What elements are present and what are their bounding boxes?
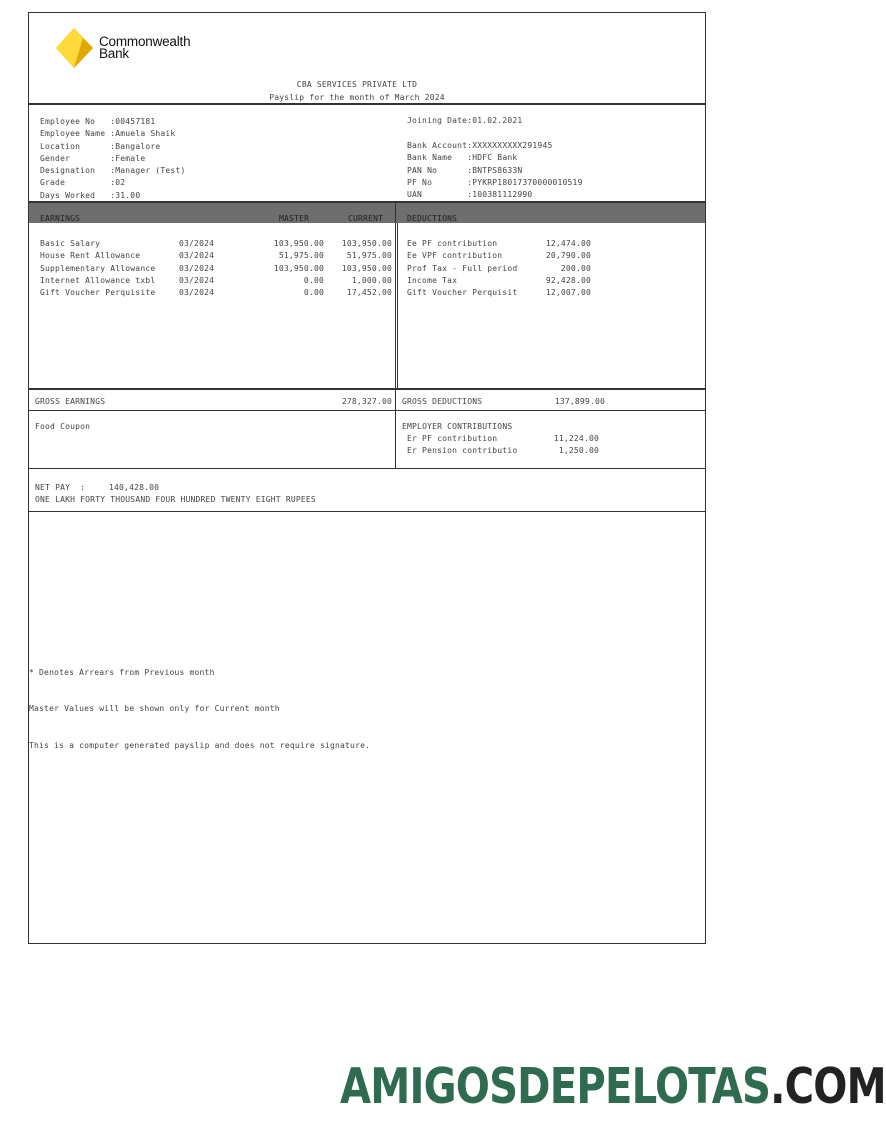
- logo-line-1: Commonwealth: [99, 34, 191, 49]
- earning-current: 103,950.00: [341, 263, 392, 273]
- master-header: MASTER: [279, 214, 310, 223]
- gross-earnings-value: 278,327.00: [341, 397, 392, 406]
- employee-detail-row: [40, 165, 185, 177]
- detail-value: :Bangalore: [110, 141, 161, 151]
- detail-value: :HDFC Bank: [467, 153, 518, 163]
- detail-label: PF No: [407, 177, 468, 187]
- note-arrears: * Denotes Arrears from Previous month: [29, 667, 215, 677]
- gross-earnings-label: GROSS EARNINGS: [35, 397, 106, 406]
- detail-label: Employee Name: [40, 129, 111, 139]
- detail-label: Bank Account: [407, 141, 468, 150]
- detail-value: :Female: [110, 153, 146, 163]
- divider: [29, 468, 705, 469]
- deductions-row: [407, 239, 597, 251]
- detail-label: Location: [40, 141, 111, 151]
- detail-value: :31.00: [110, 190, 141, 200]
- earnings-row: [40, 251, 396, 263]
- employee-detail-row: [40, 128, 185, 140]
- divider: [29, 410, 705, 411]
- payslip-sheet: [28, 12, 706, 944]
- detail-value: :BNTPS8633N: [467, 165, 523, 175]
- bank-detail-row: [407, 189, 583, 201]
- divider: [395, 203, 396, 223]
- deductions-row: [407, 276, 597, 288]
- detail-label: UAN: [407, 190, 468, 200]
- deduction-amount: 92,428.00: [545, 275, 591, 285]
- net-pay-label: NET PAY :: [35, 483, 86, 492]
- gross-deductions-value: 137,899.00: [554, 397, 605, 406]
- earning-period: 03/2024: [179, 251, 215, 261]
- detail-label: Days Worked: [40, 190, 111, 200]
- earning-current: 103,950.00: [341, 239, 392, 248]
- earning-current: 51,975.00: [346, 251, 392, 261]
- detail-value: :Amuela Shaik: [110, 129, 176, 139]
- detail-value: :02: [110, 178, 126, 188]
- employee-detail-row: [40, 177, 185, 189]
- earning-name: Internet Allowance txbl: [40, 275, 156, 285]
- deduction-name: Gift Voucher Perquisit: [407, 288, 518, 298]
- deduction-name: Ee VPF contribution: [407, 251, 503, 261]
- employee-detail-row: [40, 141, 185, 153]
- divider: [29, 511, 705, 512]
- earning-master: 0.00: [303, 275, 324, 285]
- gross-deductions-label: GROSS DEDUCTIONS: [402, 397, 483, 406]
- deductions-row: [407, 288, 597, 300]
- joining-date: Joining Date:01.02.2021: [407, 116, 523, 125]
- detail-label: Grade: [40, 178, 111, 188]
- earning-master: 103,950.00: [273, 239, 324, 248]
- divider: [29, 103, 705, 105]
- earning-period: 03/2024: [179, 275, 215, 285]
- watermark-name: AMIGOSDEPELOTAS: [340, 1058, 771, 1115]
- payslip-title: Payslip for the month of March 2024: [269, 93, 445, 102]
- earning-master: 51,975.00: [278, 251, 324, 261]
- bank-detail-row: [407, 140, 583, 152]
- deductions-row: [407, 264, 597, 276]
- earnings-table: [40, 239, 396, 300]
- detail-value: :Manager (Test): [110, 166, 186, 176]
- earnings-row: [40, 264, 396, 276]
- deduction-amount: 12,474.00: [545, 239, 591, 248]
- deduction-name: Prof Tax - Full period: [407, 263, 518, 273]
- net-pay-amount: 140,428.00: [109, 483, 160, 492]
- divider: [395, 388, 396, 468]
- company-name: CBA SERVICES PRIVATE LTD: [296, 80, 418, 89]
- logo-line-2: Bank: [99, 46, 129, 61]
- divider: [395, 223, 396, 388]
- earning-period: 03/2024: [179, 288, 215, 298]
- employer-contribution-row: [407, 446, 607, 458]
- net-pay-words: ONE LAKH FORTY THOUSAND FOUR HUNDRED TWENTY EIGHT RUPEES: [35, 495, 316, 504]
- contribution-name: Er Pension contributio: [407, 446, 518, 456]
- earning-current: 17,452.00: [346, 288, 392, 298]
- earning-name: Basic Salary: [40, 239, 101, 248]
- deduction-amount: 200.00: [560, 263, 591, 273]
- earning-period: 03/2024: [179, 263, 215, 273]
- food-coupon: Food Coupon: [35, 422, 91, 431]
- detail-value: :00457181: [110, 117, 156, 126]
- deduction-name: Ee PF contribution: [407, 239, 498, 248]
- employee-detail-row: [40, 116, 185, 128]
- contribution-amount: 11,224.00: [553, 434, 599, 443]
- detail-label: Gender: [40, 153, 111, 163]
- detail-value: :PYKRP18017370000010519: [467, 177, 583, 187]
- bank-detail-row: [407, 152, 583, 164]
- earning-period: 03/2024: [179, 239, 215, 248]
- employer-contributions-table: [407, 434, 607, 459]
- employee-details: [40, 116, 185, 202]
- deductions-header: DEDUCTIONS: [407, 214, 458, 223]
- bank-detail-row: [407, 165, 583, 177]
- earnings-row: [40, 239, 396, 251]
- detail-value: :XXXXXXXXXX291945: [467, 141, 553, 150]
- detail-label: Bank Name: [407, 153, 468, 163]
- deduction-amount: 12,007.00: [545, 288, 591, 298]
- detail-value: :100381112990: [467, 190, 533, 200]
- notes: [29, 642, 370, 777]
- current-header: CURRENT: [348, 214, 384, 223]
- bank-logo: [55, 27, 215, 71]
- earning-current: 1,000.00: [351, 275, 392, 285]
- employer-contribution-row: [407, 434, 607, 446]
- deduction-name: Income Tax: [407, 275, 458, 285]
- earnings-row: [40, 288, 396, 300]
- earning-name: Supplementary Allowance: [40, 263, 156, 273]
- earnings-header: EARNINGS: [40, 214, 81, 223]
- earning-name: House Rent Allowance: [40, 251, 141, 261]
- earnings-row: [40, 276, 396, 288]
- divider: [29, 388, 705, 390]
- earning-name: Gift Voucher Perquisite: [40, 288, 156, 298]
- bank-detail-row: [407, 177, 583, 189]
- employee-detail-row: [40, 153, 185, 165]
- watermark-domain: .COM: [770, 1058, 886, 1115]
- note-computer-generated: This is a computer generated payslip and does not require signature.: [29, 741, 371, 751]
- earning-master: 103,950.00: [273, 263, 324, 273]
- divider: [397, 223, 398, 388]
- employer-contributions-title: EMPLOYER CONTRIBUTIONS: [402, 422, 513, 431]
- deduction-amount: 20,790.00: [545, 251, 591, 261]
- contribution-name: Er PF contribution: [407, 434, 498, 443]
- diamond-logo-icon: [55, 27, 95, 69]
- contribution-amount: 1,250.00: [558, 446, 599, 456]
- watermark: [340, 1058, 886, 1115]
- deductions-table: [407, 239, 597, 300]
- detail-label: PAN No: [407, 165, 468, 175]
- earning-master: 0.00: [303, 288, 324, 298]
- bank-details: [407, 140, 583, 201]
- deductions-row: [407, 251, 597, 263]
- detail-label: Designation: [40, 166, 111, 176]
- note-master-values: Master Values will be shown only for Current month: [29, 704, 280, 714]
- detail-label: Employee No: [40, 117, 111, 126]
